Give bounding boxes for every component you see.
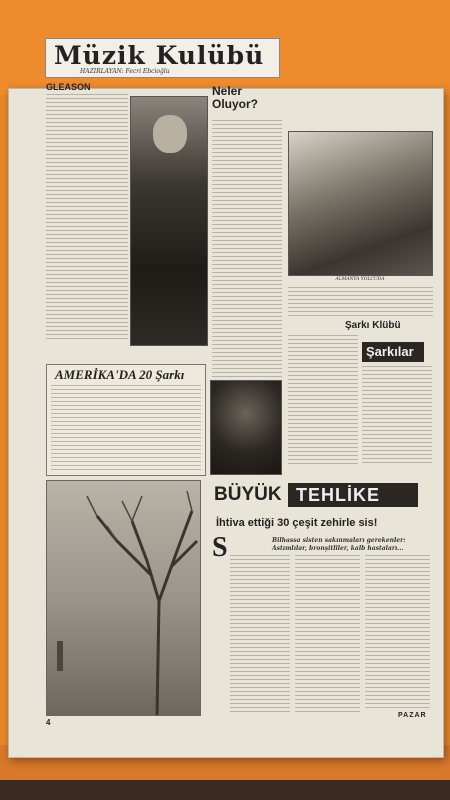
singer-photo <box>210 380 282 475</box>
songs-heading: Şarkılar <box>366 344 414 359</box>
page-number: 4 <box>46 718 51 727</box>
band-photo-caption: ALMANYA YOLCUDA <box>335 277 385 282</box>
top-songs-heading: AMERİKA'DA 20 Şarkı <box>55 367 185 382</box>
top-songs-list <box>51 385 201 473</box>
music-club-banner <box>45 38 280 78</box>
song-club-text <box>288 335 358 465</box>
fog-tree-photo <box>46 480 201 716</box>
article-dropcap: S <box>212 532 228 563</box>
page-title: Müzik Kulübü <box>54 41 265 70</box>
news-heading: Neler Oluyor? <box>212 84 259 111</box>
gleason-photo <box>130 96 208 346</box>
article-title-box <box>288 483 418 507</box>
article-subhead: Bilhassa sisten sakınmaları gerekenler: Astımlılar, bronşitliler, kalb hastaları... <box>272 537 406 552</box>
page-subtitle: HAZIRLAYAN: Fecri Ebcioğlu <box>80 68 170 75</box>
gleason-article-text <box>46 94 128 339</box>
article-column-1 <box>230 555 290 715</box>
portrait-face <box>153 115 187 153</box>
top-songs-chart-box <box>46 364 206 476</box>
band-photo <box>288 131 433 276</box>
gleason-heading: GLEASON <box>46 82 91 92</box>
article-title-part1: BÜYÜK <box>214 484 282 505</box>
songs-lyrics-text <box>362 366 432 466</box>
article-column-2 <box>295 555 360 715</box>
songs-heading-box <box>362 342 424 362</box>
table-edge <box>0 780 450 800</box>
band-photo-text <box>288 287 433 317</box>
news-article-text <box>212 120 282 380</box>
magazine-name: PAZAR <box>398 712 427 719</box>
tree-silhouette <box>47 481 201 716</box>
article-title-part2: TEHLİKE <box>296 485 381 505</box>
article-column-3 <box>365 555 430 710</box>
song-club-heading: Şarkı Klübü <box>345 320 401 331</box>
article-headline: İhtiva ettiği 30 çeşit zehirle sis! <box>216 517 378 529</box>
